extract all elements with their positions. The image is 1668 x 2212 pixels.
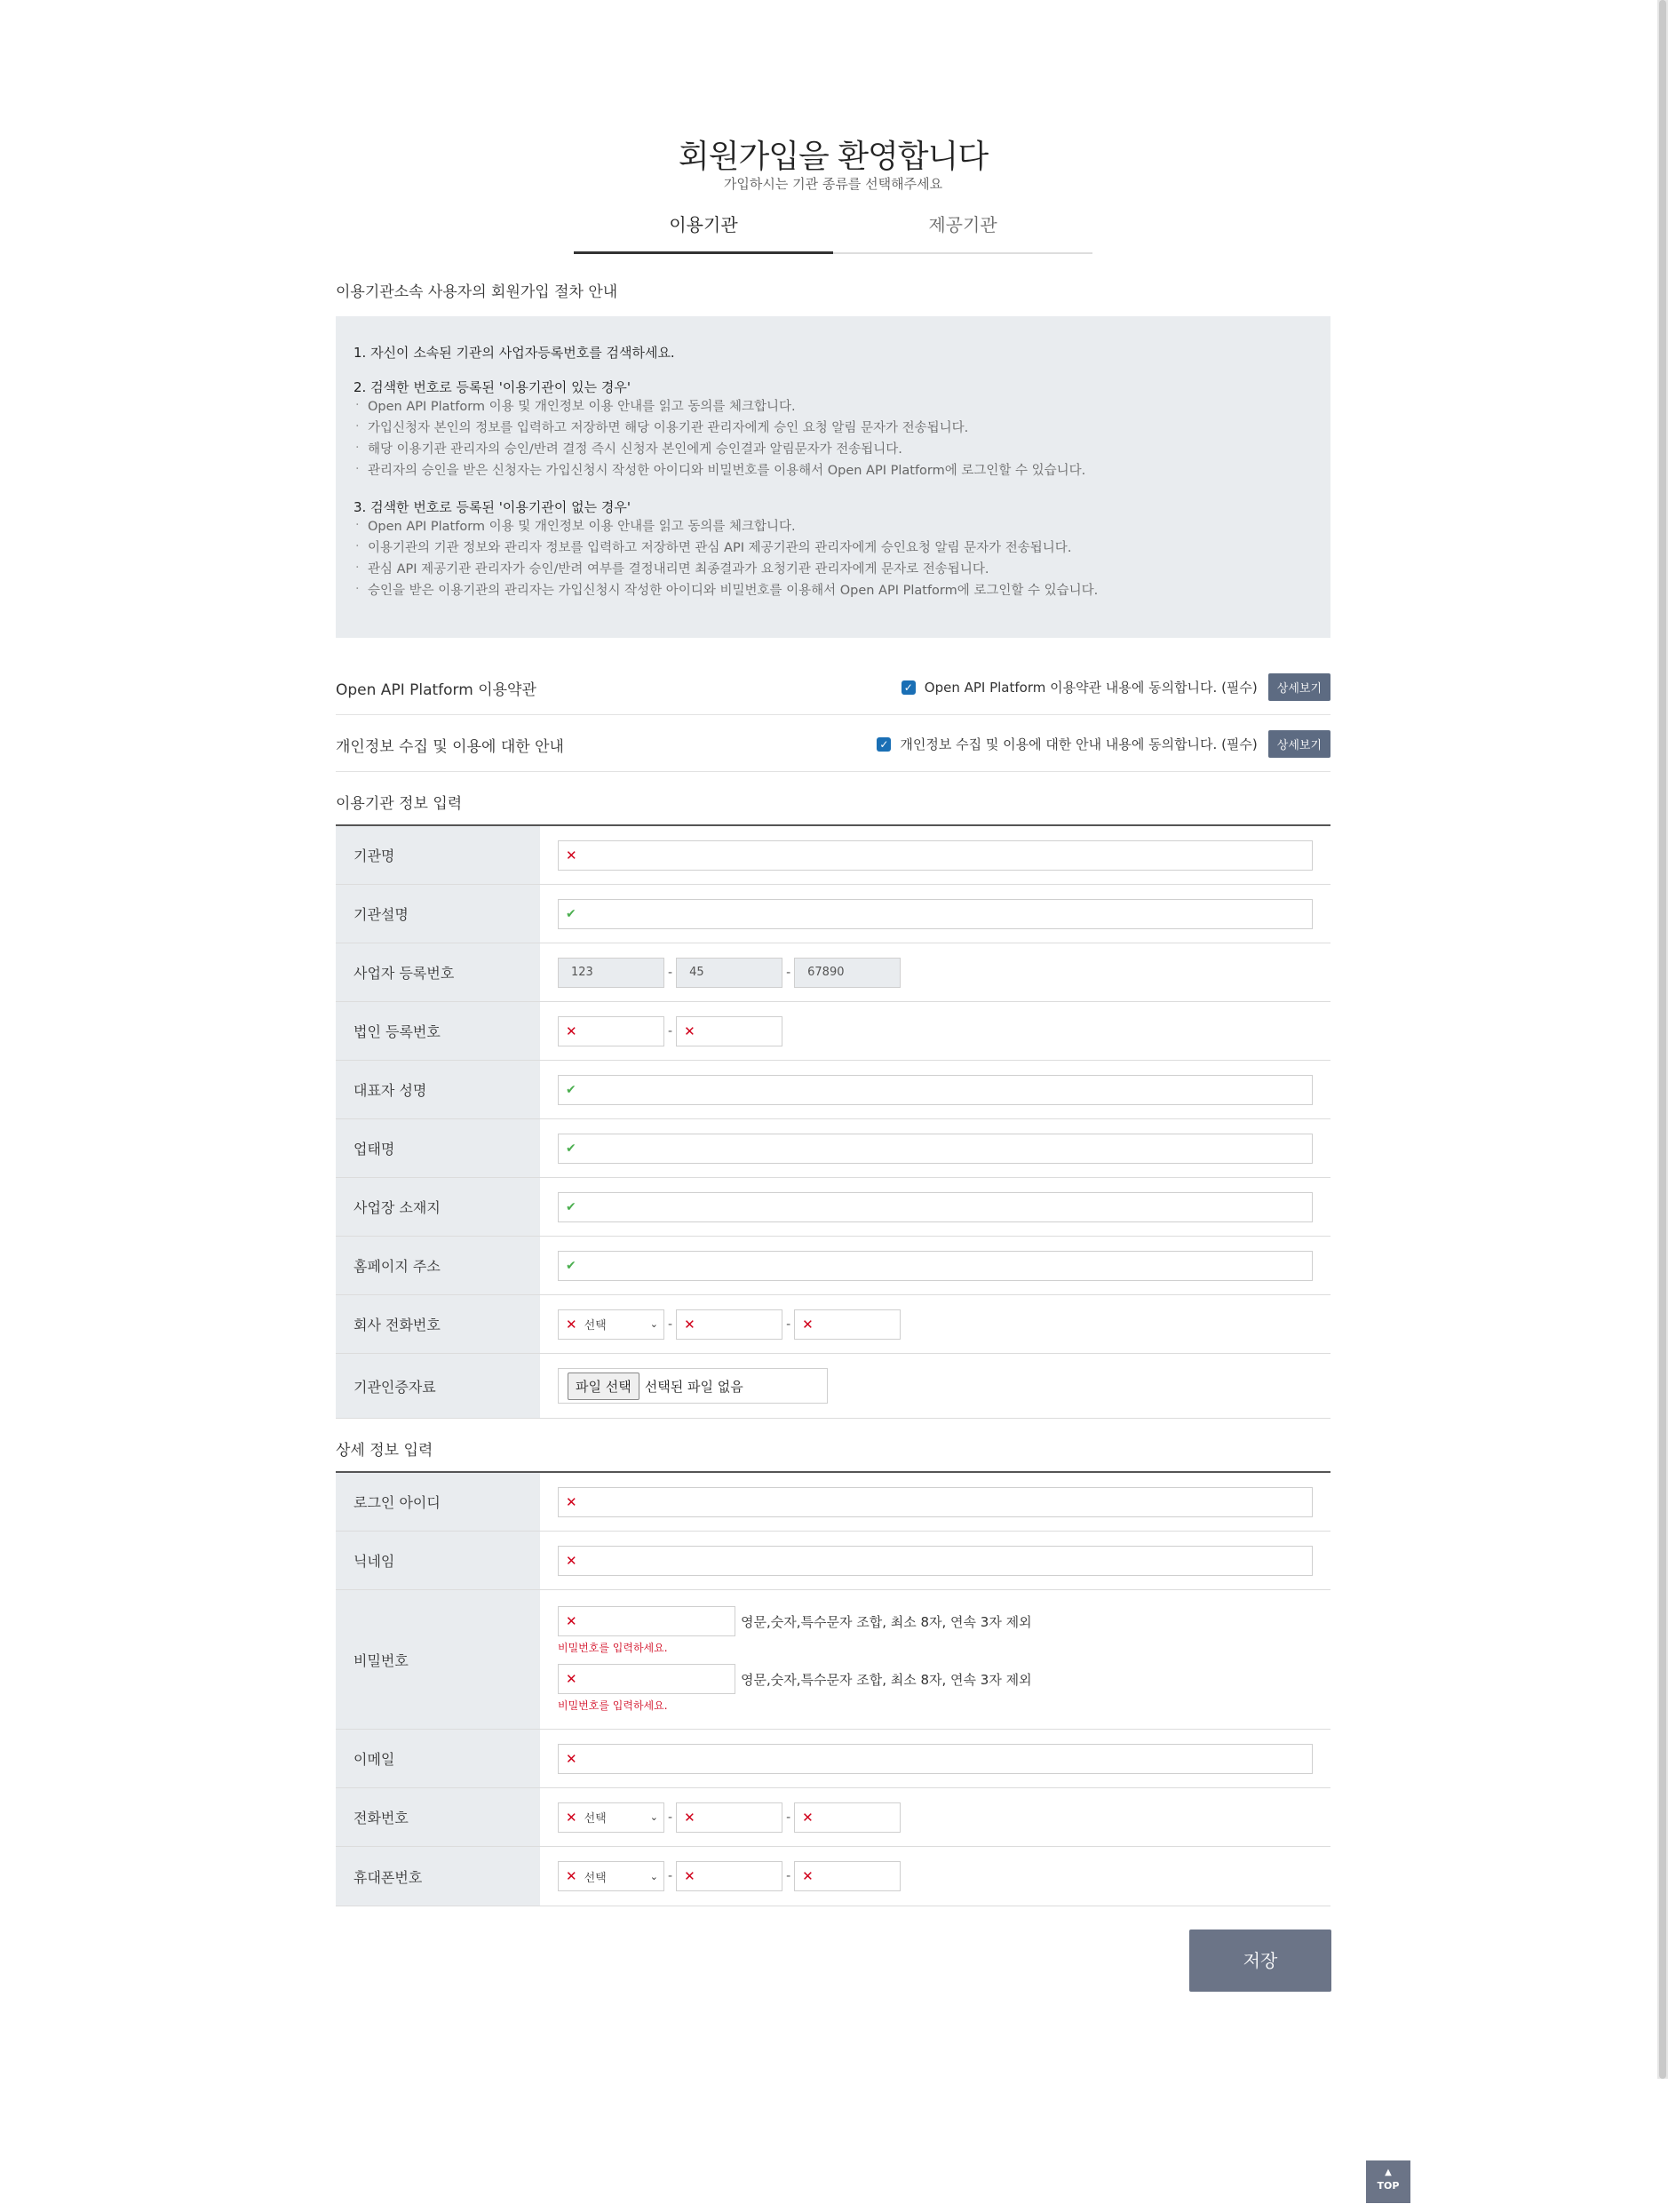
table-row	[336, 885, 1330, 943]
invalid-icon: ✕	[566, 1613, 577, 1629]
password-confirm-input[interactable]	[558, 1664, 735, 1694]
table-row	[336, 1730, 1330, 1788]
invalid-icon: ✕	[566, 1868, 577, 1884]
corp-no-part1-input[interactable]	[558, 1016, 664, 1046]
privacy-detail-button[interactable]: 상세보기	[1268, 730, 1330, 758]
login-id-label: 로그인 아이디	[336, 1473, 540, 1531]
detail-section-title: 상세 정보 입력	[336, 1442, 433, 1460]
tab-provider-org[interactable]: 제공기관	[928, 214, 997, 235]
homepage-input[interactable]	[558, 1251, 1313, 1281]
guide-line: · 승인을 받은 이용기관의 관리자는 가입신청시 작성한 아이디와 비밀번호를 이용해서 Open API Platform에 로그인할 수 있습니다.	[353, 580, 1313, 601]
invalid-icon: ✕	[566, 1809, 577, 1826]
terms-checkbox[interactable]: ✓	[902, 680, 916, 695]
chevron-down-icon: ⌄	[649, 1318, 658, 1330]
privacy-checkbox[interactable]: ✓	[877, 737, 891, 752]
table-row	[336, 1178, 1330, 1237]
biz-no-part3-input: 67890	[794, 958, 901, 988]
guide-section-title: 이용기관소속 사용자의 회원가입 절차 안내	[336, 283, 618, 301]
company-phone-label: 회사 전화번호	[336, 1295, 540, 1353]
phone-area-select[interactable]	[558, 1802, 664, 1833]
org-name-input[interactable]	[558, 840, 1313, 871]
table-row: 회사 전화번호 ✕ 선택 ⌄ - ✕ - ✕	[336, 1295, 1330, 1354]
privacy-label: 개인정보 수집 및 이용에 대한 안내	[336, 738, 564, 756]
guide-line: · 이용기관의 기관 정보와 관리자 정보를 입력하고 저장하면 관심 API 제공기관의 관리자에게 승인요청 알림 문자가 전송됩니다.	[353, 537, 1313, 559]
invalid-icon: ✕	[566, 1316, 577, 1333]
invalid-icon: ✕	[802, 1868, 814, 1884]
org-type-tabs	[574, 203, 1092, 254]
terms-detail-button[interactable]: 상세보기	[1268, 673, 1330, 701]
mobile-last-input[interactable]	[794, 1861, 901, 1891]
cert-file-input[interactable]	[558, 1368, 828, 1404]
file-select-button[interactable]: 파일 선택	[568, 1373, 639, 1400]
terms-label: Open API Platform 이용약관	[336, 681, 536, 699]
scrollbar[interactable]	[1657, 0, 1668, 2079]
password-confirm-hint: 영문,숫자,특수문자 조합, 최소 8자, 연속 3자 제외	[741, 1671, 1032, 1688]
guide-line: · 해당 이용기관 관리자의 승인/반려 결정 즉시 신청자 본인에게 승인결과 알림문자가 전송됩니다.	[353, 439, 1313, 460]
tab-user-org[interactable]: 이용기관	[574, 203, 833, 254]
scroll-top-button[interactable]	[1366, 2160, 1410, 2203]
invalid-icon: ✕	[566, 1750, 577, 1767]
page-title: 회원가입을 환영합니다	[678, 139, 989, 175]
password-hint: 영문,숫자,특수문자 조합, 최소 8자, 연속 3자 제외	[741, 1613, 1032, 1630]
mobile-label: 휴대폰번호	[336, 1847, 540, 1906]
table-row	[336, 826, 1330, 885]
invalid-icon: ✕	[566, 1671, 577, 1687]
guide-line: · 관리자의 승인을 받은 신청자는 가입신청시 작성한 아이디와 비밀번호를 이용해서 Open API Platform에 로그인할 수 있습니다.	[353, 460, 1313, 481]
email-input[interactable]	[558, 1744, 1313, 1774]
invalid-icon: ✕	[684, 1868, 695, 1884]
select-placeholder: 선택	[584, 1812, 607, 1826]
guide-line: · Open API Platform 이용 및 개인정보 이용 안내를 읽고 동의를 체크합니다.	[353, 396, 1313, 418]
table-row	[336, 1590, 1330, 1730]
company-phone-last-input[interactable]	[794, 1309, 901, 1340]
org-desc-label: 기관설명	[336, 885, 540, 943]
table-row	[336, 1473, 1330, 1532]
biz-no-label: 사업자 등록번호	[336, 943, 540, 1001]
table-row: 휴대폰번호 ✕ 선택 ⌄ - ✕ - ✕	[336, 1847, 1330, 1906]
phone-label: 전화번호	[336, 1788, 540, 1846]
invalid-icon: ✕	[802, 1809, 814, 1826]
terms-agreement-row	[336, 657, 1330, 715]
top-label: TOP	[1377, 2180, 1400, 2192]
chevron-down-icon: ⌄	[649, 1811, 658, 1823]
biz-no-part1-input: 123	[558, 958, 664, 988]
guide-line: · Open API Platform 이용 및 개인정보 이용 안내를 읽고 동의를 체크합니다.	[353, 516, 1313, 537]
org-info-table	[336, 824, 1330, 1419]
biz-type-label: 업태명	[336, 1119, 540, 1177]
file-status: 선택된 파일 없음	[644, 1378, 743, 1395]
nickname-input[interactable]	[558, 1546, 1313, 1576]
ceo-input[interactable]	[558, 1075, 1313, 1105]
mobile-mid-input[interactable]	[676, 1861, 782, 1891]
guide-step-3: 3. 검색한 번호로 등록된 '이용기관이 없는 경우'	[353, 499, 631, 515]
password-label: 비밀번호	[336, 1590, 540, 1729]
address-input[interactable]	[558, 1192, 1313, 1222]
biz-type-input[interactable]	[558, 1134, 1313, 1164]
invalid-icon: ✕	[684, 1809, 695, 1826]
chevron-down-icon: ⌄	[649, 1870, 658, 1882]
org-desc-input[interactable]	[558, 899, 1313, 929]
corp-no-part2-input[interactable]	[676, 1016, 782, 1046]
table-row: 사업자 등록번호 123 - 45 - 67890	[336, 943, 1330, 1002]
phone-last-input[interactable]	[794, 1802, 901, 1833]
invalid-icon: ✕	[566, 1493, 577, 1510]
invalid-icon: ✕	[802, 1316, 814, 1333]
guide-step-1: 1. 자신이 소속된 기관의 사업자등록번호를 검색하세요.	[353, 345, 675, 361]
valid-check-icon: ✔	[566, 906, 576, 921]
password-confirm-error: 비밀번호를 입력하세요.	[558, 1699, 668, 1712]
invalid-icon: ✕	[566, 847, 577, 863]
company-phone-mid-input[interactable]	[676, 1309, 782, 1340]
invalid-icon: ✕	[566, 1022, 577, 1039]
save-button[interactable]: 저장	[1189, 1930, 1331, 1992]
ceo-label: 대표자 성명	[336, 1061, 540, 1118]
table-row: 전화번호 ✕ 선택 ⌄ - ✕ - ✕	[336, 1788, 1330, 1847]
table-row	[336, 1061, 1330, 1119]
select-placeholder: 선택	[584, 1319, 607, 1333]
table-row	[336, 1532, 1330, 1590]
guide-line: · 관심 API 제공기관 관리자가 승인/반려 여부를 결정내리면 최종결과가 요청기관 관리자에게 문자로 전송됩니다.	[353, 559, 1313, 580]
invalid-icon: ✕	[566, 1552, 577, 1569]
homepage-label: 홈페이지 주소	[336, 1237, 540, 1294]
privacy-agreement-row	[336, 714, 1330, 772]
address-label: 사업장 소재지	[336, 1178, 540, 1236]
phone-mid-input[interactable]	[676, 1802, 782, 1833]
table-row	[336, 1119, 1330, 1178]
valid-check-icon: ✔	[566, 1141, 576, 1156]
table-row	[336, 1237, 1330, 1295]
guide-box	[336, 316, 1330, 638]
cert-doc-label: 기관인증자료	[336, 1354, 540, 1418]
org-name-label: 기관명	[336, 826, 540, 884]
valid-check-icon: ✔	[566, 1258, 576, 1273]
org-section-title: 이용기관 정보 입력	[336, 795, 463, 813]
password-error: 비밀번호를 입력하세요.	[558, 1642, 668, 1654]
terms-check-text[interactable]: Open API Platform 이용약관 내용에 동의합니다. (필수)	[924, 680, 1258, 696]
nickname-label: 닉네임	[336, 1532, 540, 1589]
mobile-area-select[interactable]	[558, 1861, 664, 1891]
table-row: 법인 등록번호 ✕ - ✕	[336, 1002, 1330, 1061]
select-placeholder: 선택	[584, 1871, 607, 1885]
company-phone-area-select[interactable]	[558, 1309, 664, 1340]
email-label: 이메일	[336, 1730, 540, 1787]
scrollbar-thumb[interactable]	[1659, 0, 1666, 2079]
guide-step-2: 2. 검색한 번호로 등록된 '이용기관이 있는 경우'	[353, 379, 631, 395]
corp-no-label: 법인 등록번호	[336, 1002, 540, 1060]
table-row	[336, 1354, 1330, 1419]
login-id-input[interactable]	[558, 1487, 1313, 1517]
detail-info-table	[336, 1471, 1330, 1906]
password-input[interactable]	[558, 1606, 735, 1636]
chevron-up-icon: ▲	[1385, 2168, 1392, 2177]
valid-check-icon: ✔	[566, 1199, 576, 1214]
page-subtitle: 가입하시는 기관 종류를 선택해주세요	[723, 176, 943, 192]
valid-check-icon: ✔	[566, 1082, 576, 1097]
invalid-icon: ✕	[684, 1316, 695, 1333]
biz-no-part2-input: 45	[676, 958, 782, 988]
invalid-icon: ✕	[684, 1022, 695, 1039]
guide-line: · 가입신청자 본인의 정보를 입력하고 저장하면 해당 이용기관 관리자에게 승인 요청 알림 문자가 전송됩니다.	[353, 418, 1313, 439]
privacy-check-text[interactable]: 개인정보 수집 및 이용에 대한 안내 내용에 동의합니다. (필수)	[900, 736, 1258, 752]
